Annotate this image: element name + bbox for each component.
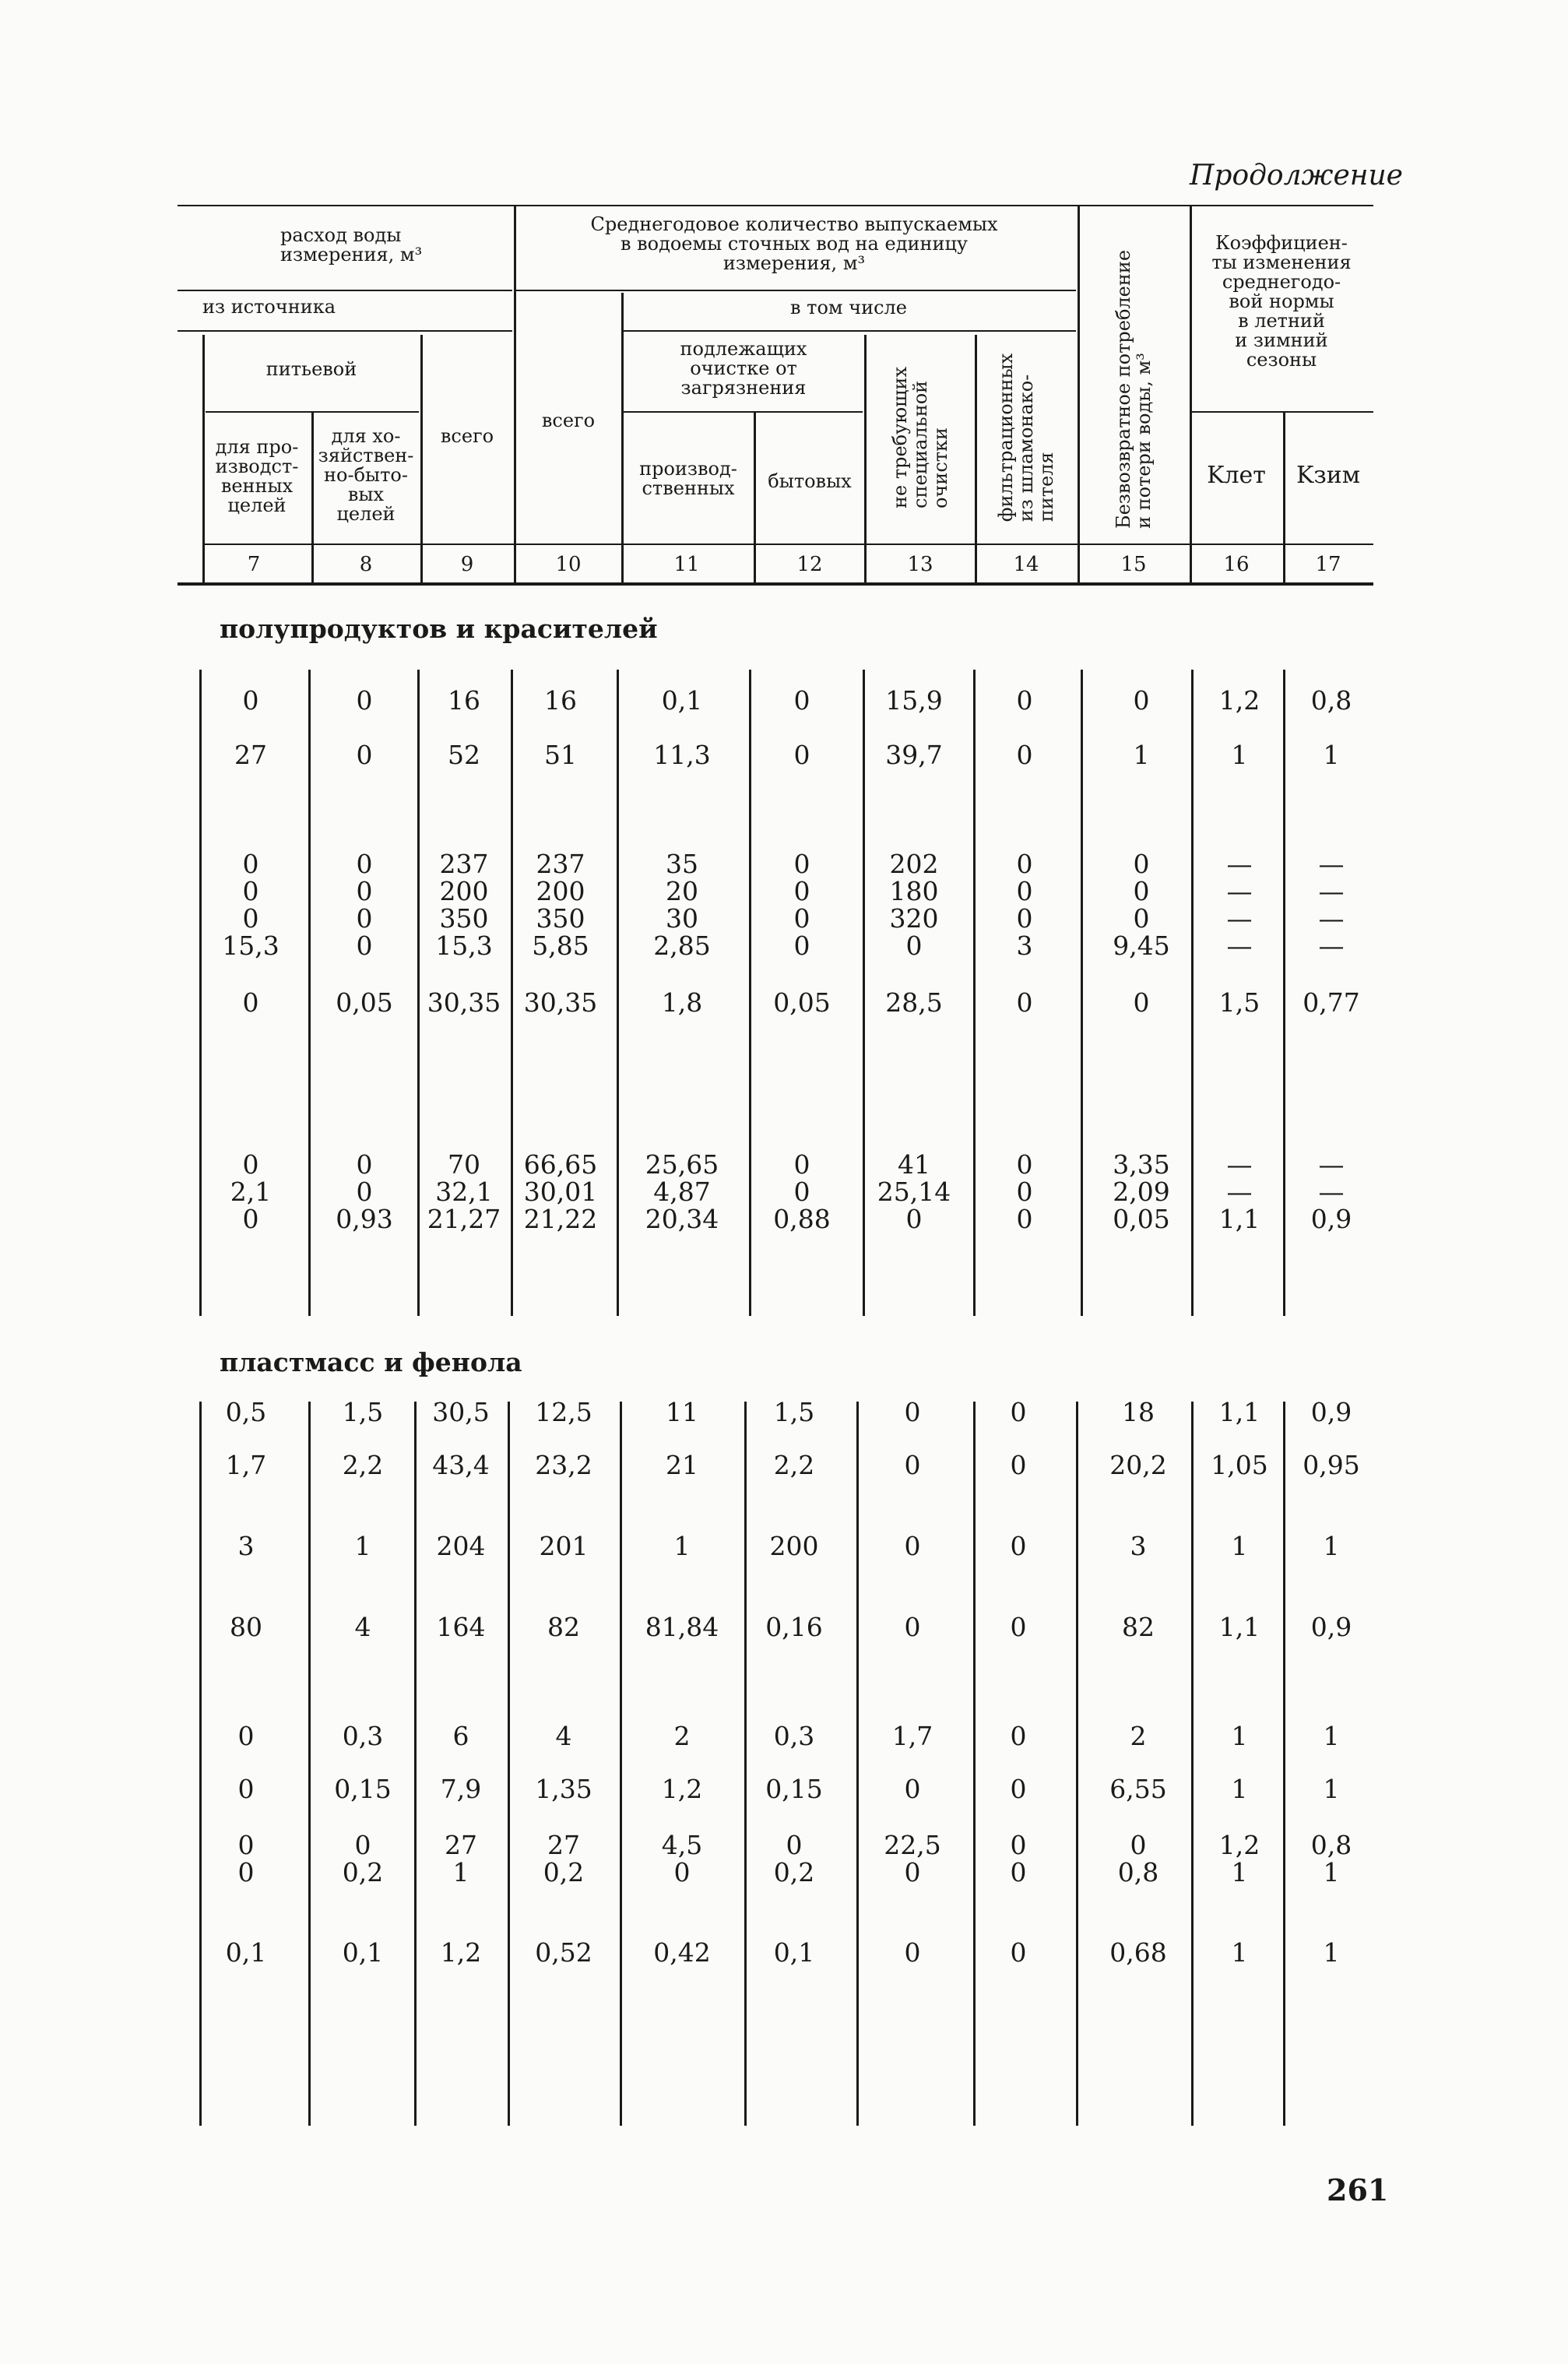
table-cell: 0,15: [334, 1774, 392, 1804]
table-cell: 39,7: [885, 740, 943, 770]
hv-5: [621, 293, 624, 584]
table-cell: 1: [1323, 740, 1340, 770]
table-cell: 237 200 350 5,85: [532, 849, 589, 961]
header-total2: всего: [541, 410, 596, 431]
table-cell: 0: [1010, 1612, 1027, 1642]
table-cell: 0: [1010, 1774, 1027, 1804]
hv-2: [311, 411, 314, 584]
colnum: 11: [673, 553, 700, 576]
header-filter: фильтрационных из шламонако- пителя: [995, 353, 1057, 522]
colnum: 14: [1013, 553, 1039, 576]
hv-1: [202, 335, 205, 584]
table-cell: 0: [1010, 1397, 1027, 1427]
hv-9: [1078, 205, 1080, 584]
table-cell: 1,5: [773, 1397, 815, 1427]
colnum: 7: [247, 553, 261, 576]
table-cell: 1: [1323, 1774, 1340, 1804]
section-title: полупродуктов и красителей: [220, 614, 658, 644]
header-rule-colnum: [202, 544, 1373, 545]
header-coef: Коэффициен- ты изменения среднегодо- вой нормы в летний и зимний сезоны: [1211, 232, 1352, 371]
table-cell: 0 0,8: [1117, 1830, 1159, 1887]
table-cell: 0,16: [765, 1612, 823, 1642]
table-cell: 0,52: [535, 1937, 592, 1968]
header-bottom-rule: [178, 582, 1373, 586]
page-number: 261: [1327, 2172, 1389, 2207]
table-cell: 0 0 0 3: [1016, 849, 1033, 961]
table-cell: 202 180 320 0: [889, 849, 939, 961]
table-cell: 3: [1130, 1531, 1147, 1561]
table-cell: 1,1: [1218, 1397, 1260, 1427]
table-cell: 1: [1133, 740, 1150, 770]
body-vline: [1283, 670, 1285, 1316]
table-cell: 52: [448, 740, 480, 770]
table-cell: 0: [242, 685, 259, 716]
body-vline: [414, 1402, 417, 2126]
body-vline: [1076, 1402, 1078, 2126]
table-cell: — — 1,1: [1218, 1149, 1260, 1234]
table-cell: 1: [1231, 740, 1248, 770]
table-cell: — — — —: [1226, 849, 1253, 961]
table-cell: 0,1: [661, 685, 703, 716]
table-cell: 1: [1323, 1721, 1340, 1751]
header-prod: производ- ственных: [639, 458, 737, 499]
table-cell: 0 0 0 0: [356, 849, 373, 961]
table-cell: 200: [769, 1531, 819, 1561]
header-total1: всего: [440, 425, 494, 447]
header-rule-coef: [1191, 411, 1373, 413]
hv-11: [1283, 411, 1285, 584]
header-household: для хо- зяйствен- но-быто- вых целей: [318, 425, 414, 525]
table-cell: 0: [904, 1397, 921, 1427]
table-cell: 0,05: [773, 987, 831, 1018]
table-cell: 21: [666, 1450, 698, 1480]
body-vline: [199, 1402, 202, 2126]
table-cell: 0,9: [1310, 1612, 1352, 1642]
table-cell: 0,5: [225, 1397, 267, 1427]
table-cell: 0 0 0: [1016, 1149, 1033, 1234]
table-cell: 1,35: [535, 1774, 592, 1804]
table-cell: 70 32,1 21,27: [427, 1149, 501, 1234]
table-cell: 0,8 1: [1310, 1830, 1352, 1887]
table-cell: — — — —: [1318, 849, 1345, 961]
header-production: для про- изводст- венных целей: [215, 436, 299, 516]
header-rule-discharge: [515, 290, 1076, 291]
hv-6: [754, 411, 756, 584]
table-cell: 1,2: [661, 1774, 703, 1804]
table-cell: 0: [904, 1450, 921, 1480]
table-cell: 4,5 0: [661, 1830, 703, 1887]
table-cell: 11,3: [653, 740, 711, 770]
table-cell: 0,1: [225, 1937, 267, 1968]
table-cell: 0,42: [653, 1937, 711, 1968]
table-cell: 1: [354, 1531, 371, 1561]
table-cell: 11: [666, 1397, 698, 1427]
body-vline: [1191, 670, 1194, 1316]
colnum: 17: [1315, 553, 1341, 576]
table-cell: 0,95: [1303, 1450, 1360, 1480]
table-cell: 0: [356, 685, 373, 716]
table-cell: 2: [1130, 1721, 1147, 1751]
table-cell: 0: [793, 685, 810, 716]
table-cell: 1,5: [1218, 987, 1260, 1018]
section-title: пластмасс и фенола: [220, 1347, 522, 1377]
table-cell: 0: [1010, 1721, 1027, 1751]
header-kwinter: Kзим: [1296, 462, 1361, 489]
hv-10: [1190, 205, 1192, 584]
table-cell: 0: [356, 740, 373, 770]
table-cell: 51: [544, 740, 577, 770]
table-cell: 0 0,2: [342, 1830, 384, 1887]
table-cell: 0,68: [1109, 1937, 1167, 1968]
table-cell: 1,7: [891, 1721, 933, 1751]
table-cell: 35 20 30 2,85: [653, 849, 711, 961]
table-cell: 30,35: [523, 987, 598, 1018]
header-rule-totreat: [623, 411, 863, 413]
header-rule-source: [178, 290, 512, 291]
table-cell: 22,5 0: [884, 1830, 941, 1887]
body-vline: [617, 670, 619, 1316]
body-vline: [308, 1402, 311, 2126]
body-vline: [1191, 1402, 1194, 2126]
table-cell: 3: [237, 1531, 255, 1561]
table-cell: 1,2: [440, 1937, 482, 1968]
table-cell: 0: [242, 987, 259, 1018]
body-vline: [620, 1402, 622, 2126]
table-cell: 1,05: [1211, 1450, 1268, 1480]
body-vline: [1081, 670, 1083, 1316]
table-cell: 0 0 0,93: [336, 1149, 393, 1234]
table-cell: 0: [1016, 987, 1033, 1018]
table-cell: 0,3: [342, 1721, 384, 1751]
table-cell: 30,5: [432, 1397, 490, 1427]
colnum: 10: [555, 553, 582, 576]
table-cell: 81,84: [645, 1612, 719, 1642]
body-vline: [511, 670, 513, 1316]
header-loss: Безвозвратное потребление и потери воды, м³: [1113, 249, 1155, 529]
header-rule-source2: [178, 330, 512, 332]
table-cell: 0 0 0 0: [793, 849, 810, 961]
table-cell: 25,65 4,87 20,34: [645, 1149, 719, 1234]
body-vline: [744, 1402, 747, 2126]
table-cell: 0: [904, 1937, 921, 1968]
table-cell: 1,2 1: [1218, 1830, 1260, 1887]
table-cell: 0,1: [773, 1937, 815, 1968]
colnum: 12: [796, 553, 823, 576]
body-vline: [856, 1402, 859, 2126]
table-cell: 1,7: [225, 1450, 267, 1480]
table-cell: 0: [237, 1721, 255, 1751]
table-cell: 1: [673, 1531, 691, 1561]
colnum: 13: [907, 553, 933, 576]
table-cell: 1,1: [1218, 1612, 1260, 1642]
table-cell: 23,2: [535, 1450, 592, 1480]
table-cell: 237 200 350 15,3: [435, 849, 493, 961]
table-cell: 30,35: [427, 987, 501, 1018]
table-cell: 16: [544, 685, 577, 716]
table-cell: 27 1: [445, 1830, 477, 1887]
table-cell: 0,8: [1310, 685, 1352, 716]
hv-3: [420, 335, 423, 584]
table-cell: 1: [1323, 1531, 1340, 1561]
table-cell: 82: [1122, 1612, 1155, 1642]
table-cell: 0,15: [765, 1774, 823, 1804]
table-cell: 0 0 0 15,3: [222, 849, 279, 961]
table-cell: 0,9: [1310, 1397, 1352, 1427]
header-rule-including: [623, 330, 1076, 332]
table-cell: 0,77: [1303, 987, 1360, 1018]
header-ksummer: Kлет: [1207, 462, 1266, 489]
table-cell: 3,35 2,09 0,05: [1113, 1149, 1170, 1234]
header-no-treat: не требующих специальной очистки: [889, 367, 951, 508]
body-vline: [973, 670, 976, 1316]
table-cell: 2: [673, 1721, 691, 1751]
table-cell: 2,2: [342, 1450, 384, 1480]
header-to-treat: подлежащих очистке от загрязнения: [680, 338, 807, 399]
body-vline: [308, 670, 311, 1316]
table-cell: 28,5: [885, 987, 943, 1018]
table-cell: 0: [1010, 1531, 1027, 1561]
table-cell: 0: [904, 1612, 921, 1642]
table-cell: 20,2: [1109, 1450, 1167, 1480]
table-cell: 27: [234, 740, 267, 770]
table-cell: 66,65 30,01 21,22: [523, 1149, 598, 1234]
table-cell: 0: [1016, 685, 1033, 716]
colnum: 9: [460, 553, 474, 576]
table-cell: 15,9: [885, 685, 943, 716]
table-cell: 80: [230, 1612, 262, 1642]
body-vline: [863, 670, 865, 1316]
header-usage: расход воды измерения, м³: [280, 224, 423, 266]
table-cell: 6,55: [1109, 1774, 1167, 1804]
table-cell: 7,9: [440, 1774, 482, 1804]
table-cell: 6: [452, 1721, 469, 1751]
body-vline: [508, 1402, 510, 2126]
header-top-rule: [178, 205, 1373, 206]
header-from-source: из источника: [202, 296, 336, 318]
table-cell: 0: [904, 1531, 921, 1561]
table-cell: 4: [555, 1721, 572, 1751]
table-cell: 164: [436, 1612, 486, 1642]
table-cell: 0: [237, 1774, 255, 1804]
hv-7: [864, 335, 867, 584]
continuation-label: Продолжение: [1190, 160, 1403, 192]
table-cell: 0: [1016, 740, 1033, 770]
table-cell: 27 0,2: [543, 1830, 585, 1887]
table-cell: 0 0: [237, 1830, 255, 1887]
table-cell: 1: [1323, 1937, 1340, 1968]
table-cell: — — 0,9: [1310, 1149, 1352, 1234]
table-cell: 1: [1231, 1531, 1248, 1561]
table-cell: 0: [904, 1774, 921, 1804]
colnum: 16: [1223, 553, 1250, 576]
table-cell: 1,5: [342, 1397, 384, 1427]
table-cell: 204: [436, 1531, 486, 1561]
table-cell: 0 2,1 0: [230, 1149, 272, 1234]
table-cell: 0 0 0 9,45: [1113, 849, 1170, 961]
table-cell: 201: [539, 1531, 589, 1561]
body-vline: [749, 670, 751, 1316]
table-cell: 0,3: [773, 1721, 815, 1751]
table-cell: 0: [1133, 685, 1150, 716]
table-cell: 0 0 0,88: [773, 1149, 831, 1234]
body-vline: [417, 670, 420, 1316]
table-cell: 0 0: [1010, 1830, 1027, 1887]
body-vline: [199, 670, 202, 1316]
header-domestic: бытовых: [768, 470, 852, 492]
table-cell: 0,1: [342, 1937, 384, 1968]
table-cell: 12,5: [535, 1397, 592, 1427]
table-cell: 4: [354, 1612, 371, 1642]
table-cell: 41 25,14 0: [877, 1149, 951, 1234]
colnum: 8: [359, 553, 373, 576]
table-cell: 1: [1231, 1721, 1248, 1751]
table-cell: 16: [448, 685, 480, 716]
table-cell: 1,2: [1218, 685, 1260, 716]
table-cell: 0 0,2: [773, 1830, 815, 1887]
table-cell: 1: [1231, 1937, 1248, 1968]
table-cell: 1,8: [661, 987, 703, 1018]
table-cell: 1: [1231, 1774, 1248, 1804]
table-cell: 0: [793, 740, 810, 770]
table-cell: 18: [1122, 1397, 1155, 1427]
table-cell: 0: [1010, 1937, 1027, 1968]
table-cell: 0: [1133, 987, 1150, 1018]
table-cell: 2,2: [773, 1450, 815, 1480]
header-including: в том числе: [790, 297, 907, 318]
table-cell: 0: [1010, 1450, 1027, 1480]
body-vline: [1283, 1402, 1285, 2126]
body-vline: [973, 1402, 976, 2126]
table-cell: 43,4: [432, 1450, 490, 1480]
table-cell: 82: [547, 1612, 580, 1642]
colnum: 15: [1120, 553, 1147, 576]
header-potable: питьевой: [265, 358, 357, 380]
hv-8: [975, 335, 977, 584]
hv-4: [514, 205, 516, 584]
header-discharge: Среднегодовое количество выпускаемых в водоемы сточных вод на единицу измерения, м³: [590, 213, 998, 274]
table-cell: 0,05: [336, 987, 393, 1018]
